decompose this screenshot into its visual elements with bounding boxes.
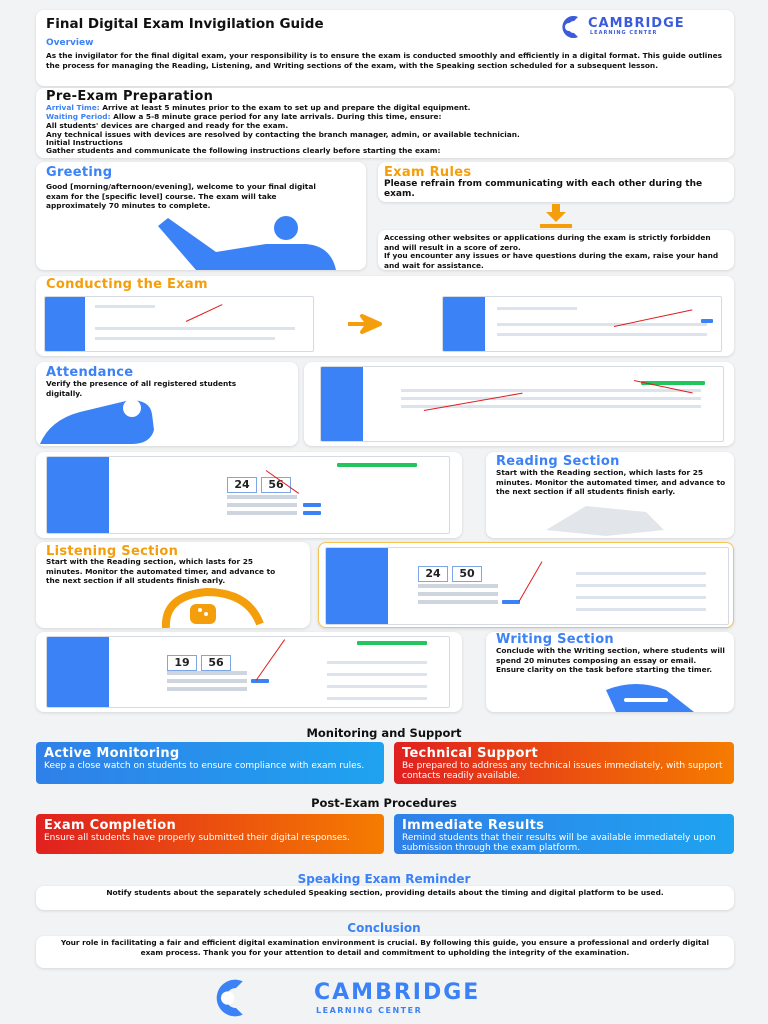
cambridge-logo-icon [206, 976, 256, 1020]
footer-logo-sub: LEARNING CENTER [316, 1006, 423, 1015]
technical-support-title: Technical Support [402, 746, 538, 761]
pen-hand-icon [606, 678, 696, 712]
monitoring-heading: Monitoring and Support [306, 726, 462, 740]
attendance-card [36, 362, 298, 446]
waiting-text: Allow a 5-8 minute grace period for any late arrivals. During this time, ensure: [110, 112, 442, 121]
writing-card [486, 632, 734, 712]
technical-support-banner [394, 742, 734, 784]
greeting-body: Good [morning/afternoon/evening], welcome to your final digital exam for the [specific level] course. The exam will take approximately 70 minutes to complete. [46, 182, 316, 211]
conducting-heading: Conducting the Exam [46, 277, 208, 292]
rules-rule1: Please refrain from communicating with each other during the exam. [384, 179, 703, 199]
listening-card [36, 542, 310, 628]
active-monitoring-title: Active Monitoring [44, 746, 180, 761]
conducting-screenshot-1 [44, 296, 314, 352]
reading-card [486, 452, 734, 538]
writing-timer-sec: 56 [201, 655, 231, 671]
prep-line4: Gather students and communicate the following instructions clearly before starting the exam: [46, 146, 441, 155]
overview-body: As the invigilator for the final digital exam, your responsibility is to ensure the exam is conducted smoothly and efficiently in a digital format. This guide outlines the process for managing the Reading, Listening, and Writing sections of the exam, with the Speaking section scheduled for a subsequent lesson. [46, 51, 722, 70]
prep-line2: Any technical issues with devices are resolved by contacting the branch manager, admin, or available technician. [46, 130, 520, 139]
page-title: Final Digital Exam Invigilation Guide [46, 16, 324, 32]
conclusion-heading: Conclusion [347, 921, 421, 935]
active-monitoring-banner [36, 742, 384, 784]
arrival-text: Arrive at least 5 minutes prior to the exam to set up and prepare the digital equipment. [99, 103, 471, 112]
overview-heading: Overview [46, 38, 94, 48]
prep-line3: Initial Instructions [46, 138, 123, 147]
attendance-body: Verify the presence of all registered students digitally. [46, 379, 237, 398]
header-card [36, 10, 734, 86]
exam-completion-body: Ensure all students have properly submitted their digital responses. [44, 833, 350, 843]
listening-body: Start with the Reading section, which lasts for 25 minutes. Monitor the automated timer, and advance to the next section if all students finish early. [46, 557, 276, 586]
listening-screenshot-card [318, 542, 734, 628]
reading-screenshot [46, 456, 450, 534]
header-logo [556, 14, 726, 40]
reading-heading: Reading Section [496, 454, 620, 469]
rules-heading: Exam Rules [384, 165, 472, 180]
headphones-icon [156, 588, 276, 628]
header-logo-sub: LEARNING CENTER [590, 30, 658, 36]
listening-heading: Listening Section [46, 544, 179, 559]
cambridge-logo-icon [556, 14, 586, 40]
person-icon [156, 214, 356, 270]
reading-timer-sec: 56 [261, 477, 291, 493]
writing-body: Conclude with the Writing section, where students will spend 20 minutes composing an essay or email. Ensure clarity on the task before starting the timer. [496, 646, 725, 675]
reading-body: Start with the Reading section, which lasts for 25 minutes. Monitor the automated timer, and advance to the next section if all students finish early. [496, 468, 726, 497]
attendance-screenshot-card [304, 362, 734, 446]
waiting-label: Waiting Period: [46, 112, 111, 121]
chevron-right-icon [346, 312, 386, 336]
prep-card [36, 88, 734, 158]
listening-timer-sec: 50 [452, 566, 482, 582]
rules-bottom-card [378, 230, 734, 270]
exam-completion-banner [36, 814, 384, 854]
attendance-heading: Attendance [46, 365, 134, 380]
rules-rule3: If you encounter any issues or have questions during the exam, raise your hand and wait for assistance. [384, 251, 719, 270]
writing-timer-min: 19 [167, 655, 197, 671]
footer-logo-text: CAMBRIDGE [314, 980, 481, 1005]
post-heading: Post-Exam Procedures [311, 796, 457, 810]
prep-heading: Pre-Exam Preparation [46, 89, 214, 104]
book-icon [546, 500, 666, 536]
immediate-results-body: Remind students that their results will be available immediately upon submission through the exam platform. [402, 833, 716, 853]
writing-screenshot [46, 636, 450, 708]
prep-line1: All students' devices are charged and ready for the exam. [46, 121, 289, 130]
conducting-screenshot-2 [442, 296, 722, 352]
writing-heading: Writing Section [496, 632, 614, 647]
conclusion-card [36, 936, 734, 968]
arrival-label: Arrival Time: [46, 103, 100, 112]
download-arrow-icon [538, 204, 574, 230]
rules-section [378, 162, 734, 272]
active-monitoring-body: Keep a close watch on students to ensure compliance with exam rules. [44, 761, 365, 771]
greeting-card [36, 162, 366, 270]
footer-logo [206, 976, 566, 1020]
speaking-body: Notify students about the separately scheduled Speaking section, providing details about the timing and digital platform to be used. [106, 888, 664, 897]
rules-rule2: Accessing other websites or applications during the exam is strictly forbidden and will result in a score of zero. [384, 233, 711, 252]
reading-screenshot-card [36, 452, 462, 538]
immediate-results-title: Immediate Results [402, 818, 545, 833]
reading-timer-min: 24 [227, 477, 257, 493]
immediate-results-banner [394, 814, 734, 854]
conducting-card [36, 276, 734, 356]
greeting-heading: Greeting [46, 165, 113, 180]
header-logo-text: CAMBRIDGE [588, 16, 685, 31]
exam-completion-title: Exam Completion [44, 818, 177, 833]
technical-support-body: Be prepared to address any technical issues immediately, with support contacts readily available. [402, 761, 723, 781]
writing-screenshot-card [36, 632, 462, 712]
speaking-heading: Speaking Exam Reminder [297, 872, 471, 886]
speaking-card [36, 886, 734, 910]
chat-bubble-icon [40, 400, 160, 446]
rules-top-card [378, 162, 734, 202]
listening-timer-min: 24 [418, 566, 448, 582]
attendance-screenshot [320, 366, 724, 442]
conclusion-body: Your role in facilitating a fair and efficient digital examination environment is crucial. By following this guide, you ensure a professional and orderly digital exam process. Thank you for your attention to detail and commitment to upholding the integrity of the examination. [60, 938, 710, 957]
